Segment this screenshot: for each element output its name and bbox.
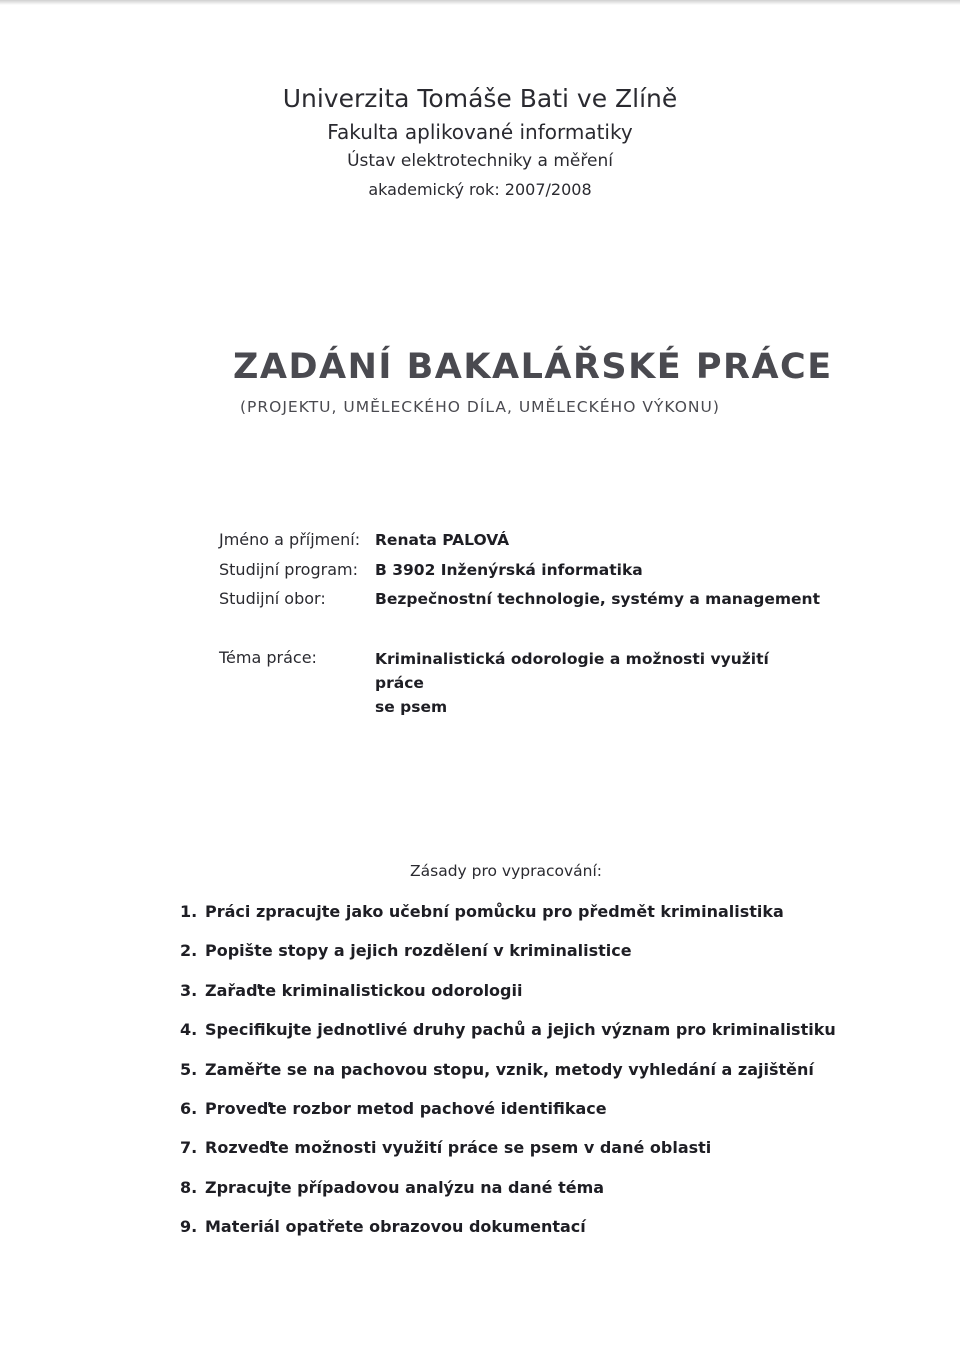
guideline-text: Popište stopy a jejich rozdělení v kriminalistice <box>205 941 632 961</box>
topic-value-line-1: Kriminalistická odorologie a možnosti využití práce <box>375 650 769 692</box>
guideline-number: 3. <box>180 980 198 1000</box>
institute-name: Ústav elektrotechniky a měření <box>347 151 613 171</box>
guideline-text: Materiál opatřete obrazovou dokumentací <box>205 1217 586 1237</box>
guideline-item <box>180 1060 880 1099</box>
guideline-item <box>180 1099 880 1138</box>
guideline-text: Zaměřte se na pachovou stopu, vznik, metody vyhledání a zajištění <box>205 1059 814 1079</box>
guideline-text: Specifikujte jednotlivé druhy pachů a jejich význam pro kriminalistiku <box>205 1020 836 1040</box>
study-field-label: Studijní obor: <box>219 589 326 608</box>
academic-year: akademický rok: 2007/2008 <box>368 180 592 199</box>
guideline-number: 5. <box>180 1059 198 1079</box>
topic-label: Téma práce: <box>219 648 317 667</box>
guideline-text: Zařaďte kriminalistickou odorologii <box>205 980 523 1000</box>
topic-value-line-2: se psem <box>375 698 448 716</box>
guideline-item <box>180 981 880 1020</box>
student-name-value: Renata PALOVÁ <box>375 531 510 549</box>
guideline-item <box>180 902 880 941</box>
guidelines-heading: Zásady pro vypracování: <box>410 862 602 880</box>
document-title: ZADÁNÍ BAKALÁŘSKÉ PRÁCE <box>233 347 833 387</box>
student-name-label: Jméno a příjmení: <box>219 530 361 549</box>
guideline-text: Rozveďte možnosti využití práce se psem v dané oblasti <box>205 1138 712 1158</box>
guideline-number: 1. <box>180 902 198 921</box>
topic-value <box>375 647 795 719</box>
guideline-number: 6. <box>180 1098 198 1118</box>
study-field-value: Bezpečnostní technologie, systémy a management <box>375 590 821 608</box>
guidelines-list <box>180 902 880 1257</box>
document-subtitle: (PROJEKTU, UMĚLECKÉHO DÍLA, UMĚLECKÉHO VÝKONU) <box>240 398 720 416</box>
guideline-number: 4. <box>180 1020 198 1040</box>
guideline-number: 2. <box>180 941 198 961</box>
scan-edge <box>0 0 960 5</box>
guideline-item <box>180 941 880 980</box>
guideline-text: Zpracujte případovou analýzu na dané téma <box>205 1177 605 1197</box>
guideline-number: 7. <box>180 1138 198 1158</box>
guideline-text: Práci zpracujte jako učební pomůcku pro předmět kriminalistika <box>205 902 784 921</box>
document-header <box>0 86 960 198</box>
guideline-text: Proveďte rozbor metod pachové identifikace <box>205 1098 607 1118</box>
guideline-item <box>180 1138 880 1177</box>
study-program-label: Studijní program: <box>219 560 358 579</box>
study-program-value: B 3902 Inženýrská informatika <box>375 561 643 579</box>
guideline-item <box>180 1178 880 1217</box>
university-name: Univerzita Tomáše Bati ve Zlíně <box>282 84 678 113</box>
guideline-number: 9. <box>180 1217 198 1237</box>
guideline-number: 8. <box>180 1177 198 1197</box>
guideline-item <box>180 1020 880 1059</box>
faculty-name: Fakulta aplikované informatiky <box>327 120 633 144</box>
guideline-item <box>180 1217 880 1256</box>
